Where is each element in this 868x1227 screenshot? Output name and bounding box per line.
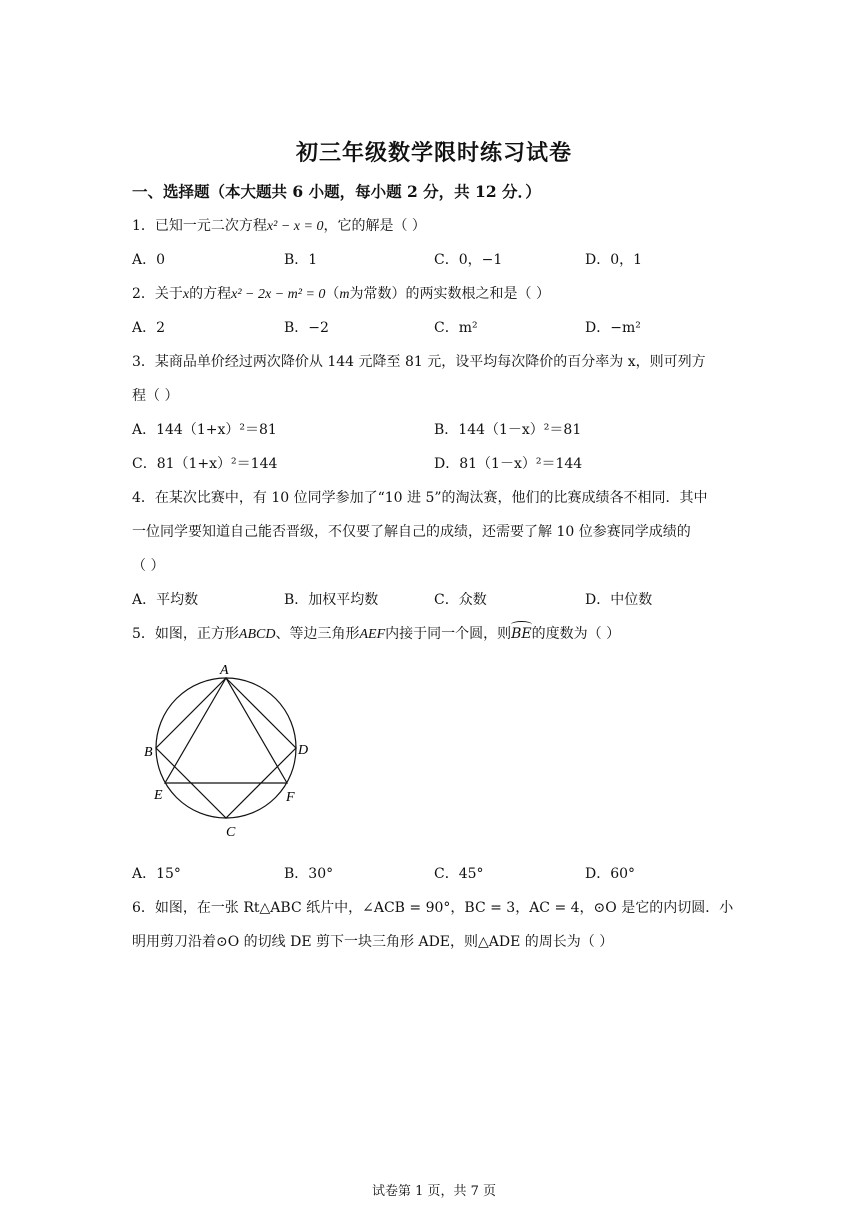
label-b: B <box>144 745 153 760</box>
circle <box>156 678 296 818</box>
option-a[interactable]: A．2 <box>132 320 166 336</box>
triangle-aef <box>165 678 287 783</box>
option-a[interactable]: A．平均数 <box>132 592 199 608</box>
option-c[interactable]: C．众数 <box>434 592 487 608</box>
question-6-line-2: 明用剪刀沿着⊙O 的切线 DE 剪下一块三角形 ADE，则△ADE 的周长为（ ） <box>132 934 614 950</box>
option-c[interactable]: C．m² <box>434 320 478 336</box>
option-c[interactable]: C．0，−1 <box>434 252 503 268</box>
option-b[interactable]: B．30° <box>284 866 334 882</box>
section-heading: 一、选择题（本大题共 6 小题，每小题 2 分，共 12 分．） <box>132 182 541 201</box>
option-b[interactable]: B．−2 <box>284 320 329 336</box>
label-c: C <box>226 825 236 840</box>
option-d[interactable]: D．−m² <box>585 320 641 336</box>
option-c[interactable]: C．45° <box>434 866 484 882</box>
label-a: A <box>220 664 229 678</box>
option-b[interactable]: B．144（1－x）²＝81 <box>434 422 582 438</box>
question-4-line-2: 一位同学要知道自己能否晋级，不仅要了解自己的成绩，还需要了解 10 位参赛同学成绩的 <box>132 524 691 540</box>
option-a[interactable]: A．0 <box>132 252 166 268</box>
question-6-line-1: 6．如图，在一张 Rt△ABC 纸片中，∠ACB = 90°，BC = 3，AC = 4，⊙O 是它的内切圆．小 <box>132 900 734 916</box>
option-b[interactable]: B．加权平均数 <box>284 592 379 608</box>
label-e: E <box>154 788 163 803</box>
label-f: F <box>286 790 295 805</box>
question-3-line-1: 3．某商品单价经过两次降价从 144 元降至 81 元，设平均每次降价的百分率为 x，则可列方 <box>132 354 706 370</box>
question-1: 1．已知一元二次方程x² − x = 0，它的解是（ ） <box>132 218 426 234</box>
question-4-options <box>132 590 752 610</box>
option-a[interactable]: A．144（1+x）²＝81 <box>132 422 277 438</box>
option-b[interactable]: B．1 <box>284 252 318 268</box>
square-abcd <box>156 678 296 818</box>
option-c[interactable]: C．81（1+x）²＝144 <box>132 456 278 472</box>
question-5: 5．如图，正方形ABCD、等边三角形AEF内接于同一个圆，则BE的度数为（ ） <box>132 626 621 642</box>
question-4-line-1: 4．在某次比赛中，有 10 位同学参加了“10 进 5”的淘汰赛，他们的比赛成绩各不相同．其中 <box>132 490 708 506</box>
option-d[interactable]: D．81（1－x）²＝144 <box>434 456 583 472</box>
option-d[interactable]: D．0，1 <box>585 252 643 268</box>
option-a[interactable]: A．15° <box>132 866 181 882</box>
label-d: D <box>298 743 309 758</box>
arc-notation: BE <box>511 626 532 642</box>
question-5-options <box>132 864 752 884</box>
equation: x² − 2x − m² = 0 <box>231 287 326 302</box>
question-3-options-row-1 <box>132 420 752 440</box>
exam-title: 初三年级数学限时练习试卷 <box>295 140 572 166</box>
circle-figure <box>140 664 320 844</box>
question-2: 2．关于x的方程x² − 2x − m² = 0（m为常数）的两实数根之和是（ ） <box>132 286 550 302</box>
question-1-options <box>132 250 752 270</box>
option-d[interactable]: D．60° <box>585 866 636 882</box>
question-2-options <box>132 318 752 338</box>
question-4-line-3: （ ） <box>132 558 165 574</box>
page-footer: 试卷第 1 页，共 7 页 <box>371 1184 497 1199</box>
question-3-options-row-2 <box>132 454 752 474</box>
equation: x² − x = 0 <box>266 219 324 234</box>
question-3-line-2: 程（ ） <box>132 388 179 404</box>
option-d[interactable]: D．中位数 <box>585 592 653 608</box>
